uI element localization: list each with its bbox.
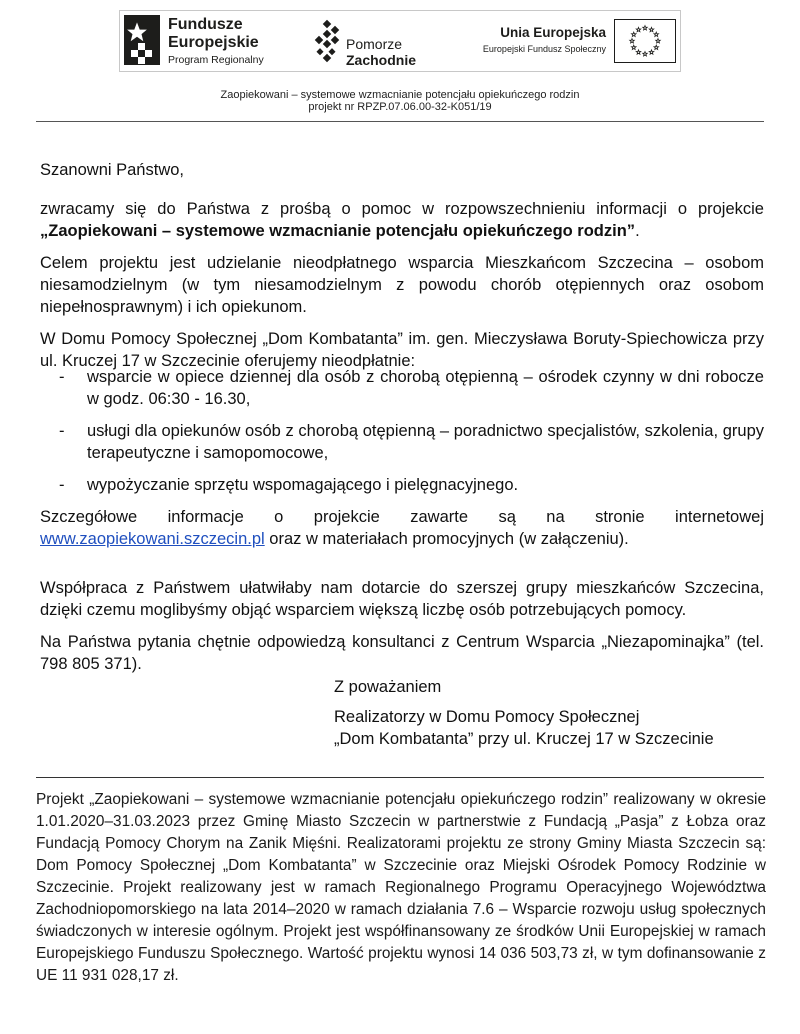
ue-logo-line1: Unia Europejska bbox=[500, 25, 606, 40]
ue-logo-line2: Europejski Fundusz Społeczny bbox=[482, 44, 606, 54]
fe-logo-line1: Fundusze bbox=[168, 16, 243, 33]
details-text: Szczegółowe informacje o projekcie zawarte są na stronie internetowej bbox=[40, 508, 764, 526]
list-item bbox=[40, 366, 764, 410]
unia-europejska-logo-text bbox=[466, 25, 606, 54]
header-divider bbox=[36, 121, 764, 122]
list-item-text: usługi dla opiekunów osób z chorobą otępienną – poradnictwo specjalistów, szkolenia, grupy terapeutyczne i samopomocowe, bbox=[87, 422, 764, 462]
letter-cooperation: Współpraca z Państwem ułatwiłaby nam dotarcie do szerszej grupy mieszkańców Szczecina, dzięki czemu moglibyśmy objąć wsparciem większą liczbę osób potrzebujących pomocy. bbox=[40, 578, 764, 619]
letter-questions: Na Państwa pytania chętnie odpowiedzą konsultanci z Centrum Wsparcia „Niezapominajka” (tel. 798 805 371). bbox=[40, 632, 764, 673]
pz-logo-line1: Pomorze bbox=[346, 36, 403, 52]
pomorze-zachodnie-emblem-icon bbox=[310, 19, 348, 69]
list-item-text: wsparcie w opiece dziennej dla osób z chorobą otępienną – ośrodek czynny w dni robocze w godz. 06:30 - 16.30, bbox=[87, 368, 764, 408]
fundusze-europejskie-logo bbox=[124, 15, 304, 69]
intro-end: . bbox=[635, 221, 640, 240]
signature-line1: Realizatorzy w Domu Pomocy Społecznej bbox=[334, 708, 640, 726]
bullet-dash: - bbox=[59, 476, 65, 494]
fe-star-emblem-icon bbox=[124, 15, 164, 69]
intro-text: zwracamy się do Państwa z prośbą o pomoc w rozpowszechnieniu informacji o projekcie bbox=[40, 199, 764, 218]
letter-greeting: Szanowni Państwo, bbox=[40, 160, 184, 179]
footer-divider bbox=[36, 777, 764, 778]
pz-logo-line2: Zachodnie bbox=[346, 52, 417, 68]
logo-strip bbox=[119, 10, 681, 72]
letter-offer: W Domu Pomocy Społecznej „Dom Kombatanta” im. gen. Mieczysława Boruty-Spiechowicza przy ul. Kruczej 17 w Szczecinie oferujemy nieodpłatnie: bbox=[40, 329, 764, 370]
project-website-link[interactable]: www.zaopiekowani.szczecin.pl bbox=[40, 530, 265, 548]
signature-line2: „Dom Kombatanta” przy ul. Kruczej 17 w Szczecinie bbox=[334, 730, 714, 748]
footer-project-info: Projekt „Zaopiekowani – systemowe wzmacnianie potencjału opiekuńczego rodzin” realizowany w okresie 1.01.2020–31.03.2023 przez Gminę Miasto Szczecin w partnerstwie z Fundacją „Pasja” z Łobza oraz Fundacją Pomocy Chorym na Zanik Mięśni. Realizatorami projektu ze strony Gminy Miasta Szczecin są: Dom Pomocy Społecznej „Dom Kombatanta” w Szczecinie oraz Miejski Ośrodek Pomocy Rodzinie w Szczecinie. Projekt realizowany jest w ramach Regionalnego Programu Operacyjnego Województwa Zachodniopomorskiego na lata 2014–2020 w ramach działania 7.6 – Wsparcie rozwoju usług społecznych świadczonych w interesie ogólnym. Projekt jest współfinansowany ze środków Unii Europejskiej w ramach Europejskiego Funduszu Społecznego. Wartość projektu wynosi 14 036 503,73 zł, w tym dofinansowanie z UE 11 931 028,17 zł. bbox=[36, 791, 766, 984]
project-number: projekt nr RPZP.07.06.00-32-K051/19 bbox=[308, 101, 492, 113]
fe-logo-line3: Program Regionalny bbox=[168, 54, 264, 66]
letter-details bbox=[40, 506, 764, 550]
details-end: oraz w materiałach promocyjnych (w załączeniu). bbox=[264, 530, 629, 548]
list-item bbox=[40, 474, 764, 496]
bullet-dash: - bbox=[59, 368, 65, 386]
pomorze-zachodnie-logo bbox=[310, 15, 425, 69]
list-item bbox=[40, 420, 764, 464]
eu-flag-icon bbox=[614, 19, 676, 63]
letter-goal: Celem projektu jest udzielanie nieodpłatnego wsparcia Mieszkańcom Szczecina – osobom niesamodzielnym (w tym niesamodzielnym z powodu chorób otępiennych oraz osobom niepełnosprawnym) i ich opiekunom. bbox=[40, 253, 764, 316]
intro-project-name: „Zaopiekowani – systemowe wzmacnianie potencjału opiekuńczego rodzin” bbox=[40, 221, 636, 240]
letter-intro bbox=[40, 198, 764, 242]
closing-phrase: Z poważaniem bbox=[334, 678, 442, 696]
fe-logo-line2: Europejskie bbox=[168, 34, 259, 51]
bullet-dash: - bbox=[59, 422, 65, 440]
list-item-text: wypożyczanie sprzętu wspomagającego i pielęgnacyjnego. bbox=[87, 476, 519, 494]
project-title: Zaopiekowani – systemowe wzmacnianie potencjału opiekuńczego rodzin bbox=[220, 89, 580, 101]
project-header bbox=[0, 89, 800, 113]
